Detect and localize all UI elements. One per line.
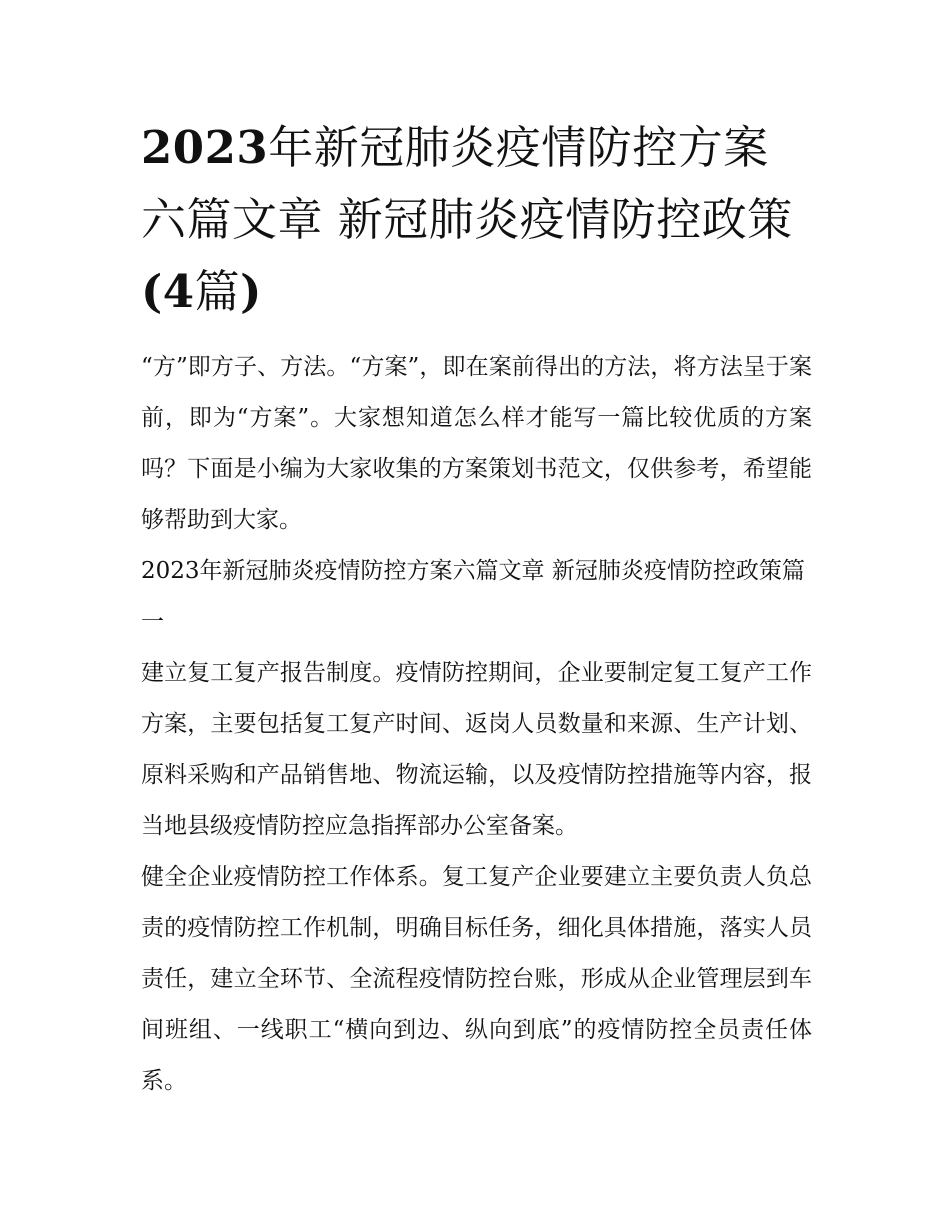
intro-paragraph: “方”即方子、方法。“方案”，即在案前得出的方法，将方法呈于案前，即为“方案”。大家想知道怎么样才能写一篇比较优质的方案吗？下面是小编为大家收集的方案策划书范文，仅供参考，希望能够帮助到大家。 <box>141 354 812 533</box>
title-suffix: 篇 <box>194 265 241 318</box>
section-heading: 2023年新冠肺炎疫情防控方案六篇文章 新冠肺炎疫情防控政策篇一 <box>141 558 805 635</box>
body-paragraph-2: 健全企业疫情防控工作体系。复工复产企业要建立主要负责人负总责的疫情防控工作机制，明确目标任务，细化具体措施，落实人员责任，建立全环节、全流程疫情防控台账，形成从企业管理层到车间班组、一线职工“横向到边、纵向到底”的疫情防控全员责任体系。 <box>141 864 812 1094</box>
title-count: 4 <box>162 265 195 318</box>
title-paren-close: ) <box>240 265 262 318</box>
body-paragraph-1: 建立复工复产报告制度。疫情防控期间，企业要制定复工复产工作方案，主要包括复工复产时间、返岗人员数量和来源、生产计划、原料采购和产品销售地、物流运输，以及疫情防控措施等内容，报当地县级疫情防控应急指挥部办公室备案。 <box>141 660 812 839</box>
document-title <box>141 112 812 328</box>
title-text: 年新冠肺炎疫情防控方案六篇文章 新冠肺炎疫情防控政策 <box>141 121 793 246</box>
title-paren-open: ( <box>141 265 163 318</box>
title-year: 2023 <box>141 121 269 174</box>
